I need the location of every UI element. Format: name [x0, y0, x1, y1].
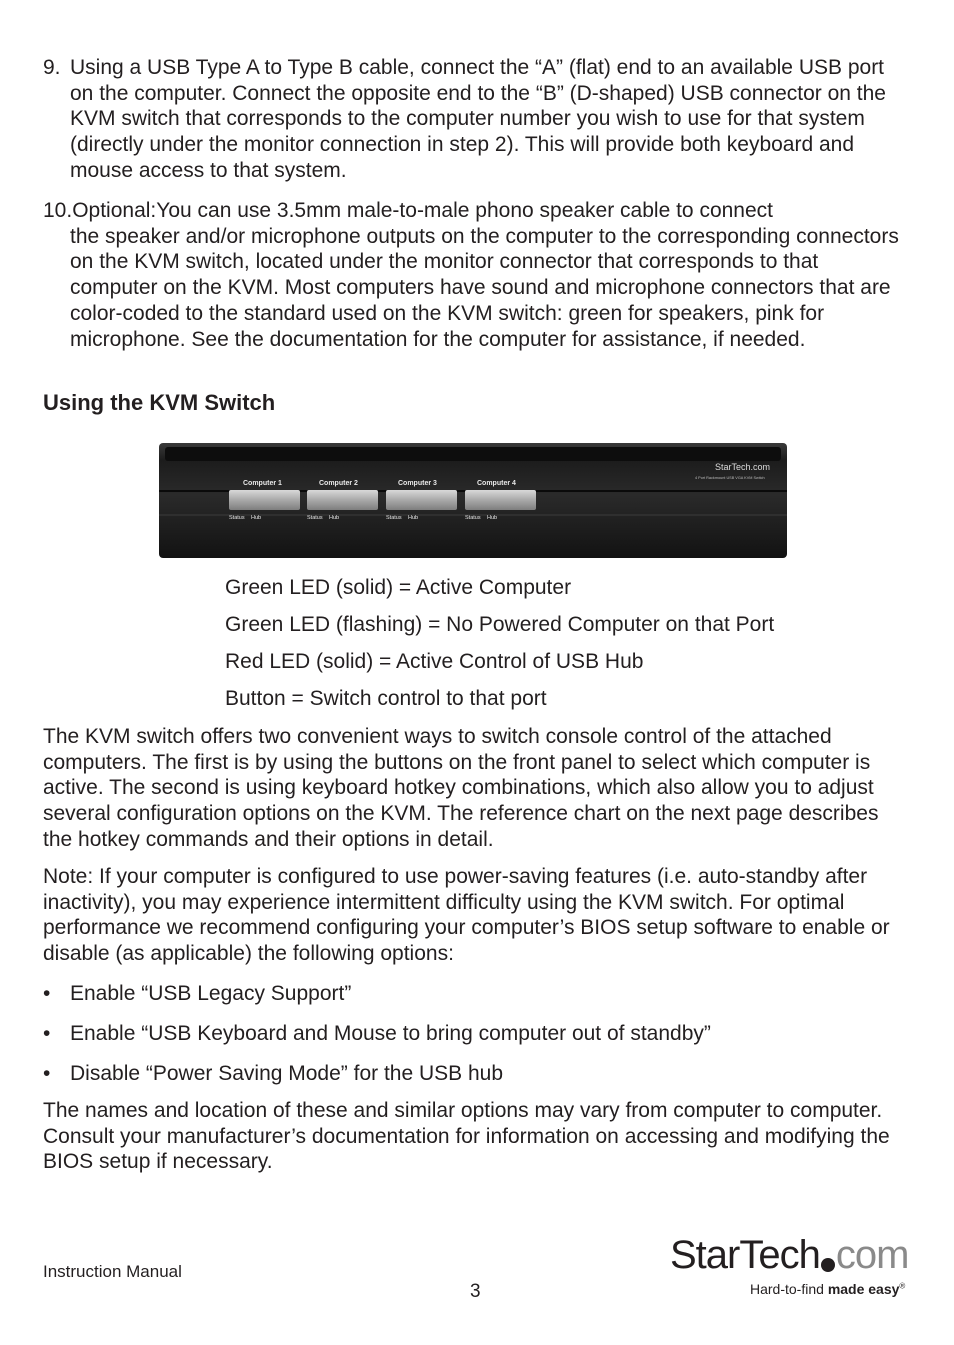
status-label: Status	[386, 515, 402, 521]
legend-active-computer: Green LED (solid) = Active Computer	[225, 576, 572, 599]
hub-label: Hub	[251, 515, 262, 521]
step-text: the speaker and/or microphone outputs on the computer to the corresponding connectors on the KVM switch, located under the monitor connector that corresponds to that computer on the KVM. Most computers have sound and microphone connectors that are color-coded to the standard used on the KVM switch: green for speakers, pink for microphone. See the documentation for the computer for assistance, if needed.	[70, 224, 899, 351]
logo-suffix: com	[835, 1233, 909, 1277]
bullet-text: Enable “USB Legacy Support”	[70, 982, 352, 1005]
tagline-regular: Hard-to-find	[750, 1281, 828, 1297]
status-label: Status	[307, 515, 323, 521]
port-button[interactable]	[465, 490, 536, 510]
tagline-bold: made easy	[827, 1281, 900, 1297]
status-label: Status	[229, 515, 245, 521]
bullet-text: Enable “USB Keyboard and Mouse to bring computer out of standby”	[70, 1022, 711, 1045]
section-heading: Using the KVM Switch	[43, 390, 276, 415]
logo-tagline	[750, 1281, 905, 1297]
footer-manual-label: Instruction Manual	[43, 1262, 182, 1281]
device-brand: StarTech.com	[715, 462, 771, 472]
device-model: 4 Port Rackmount USB VGA KVM Switch	[695, 476, 765, 480]
legend-button: Button = Switch control to that port	[225, 687, 547, 710]
hub-label: Hub	[487, 515, 498, 521]
port-label: Computer 3	[398, 480, 437, 487]
port-label: Computer 2	[319, 480, 358, 487]
port-button[interactable]	[386, 490, 457, 510]
note-paragraph: Note: If your computer is configured to use power-saving features (i.e. auto-standby after inactivity), you may experience intermittent difficulty using the KVM switch. For optimal performance we recommend configuring your computer’s BIOS setup software to enable or disable (as applicable) the following options:	[43, 865, 890, 966]
bullet-dot: •	[43, 1022, 51, 1045]
page-number: 3	[470, 1281, 481, 1302]
step-9	[43, 55, 903, 184]
port-button[interactable]	[229, 490, 300, 510]
kvm-top-lip	[165, 447, 781, 461]
status-label: Status	[465, 515, 481, 521]
step-text: Using a USB Type A to Type B cable, connect the “A” (flat) end to an available USB port on the computer. Connect the opposite end to the “B” (D-shaped) USB connector on the KVM switch that corresponds to the computer number you wish to use for that system (directly under the monitor connection in step 2). This will provide both keyboard and mouse access to that system.	[70, 56, 886, 182]
step-10	[43, 198, 903, 352]
step-number: 9.	[43, 56, 61, 79]
bullet-dot: •	[43, 1062, 51, 1085]
port-label: Computer 4	[477, 480, 516, 487]
step-lead: 10.Optional:You can use 3.5mm male-to-male phono speaker cable to connect	[43, 199, 773, 222]
closing-paragraph: The names and location of these and similar options may vary from computer to computer. Consult your manufacturer’s documentation for information on accessing and modifying the BIOS setup if necessary.	[43, 1099, 890, 1174]
intro-paragraph: The KVM switch offers two convenient ways to switch console control of the attached computers. The first is by using the buttons on the front panel to select which computer is active. The second is using keyboard hotkey combinations, which also allow you to adjust several configuration options on the KVM. The reference chart on the next page describes the hotkey commands and their options in detail.	[43, 725, 879, 851]
bullet-text: Disable “Power Saving Mode” for the USB hub	[70, 1062, 504, 1085]
logo-dot-icon	[821, 1258, 835, 1272]
port-label: Computer 1	[243, 480, 282, 487]
legend-no-powered-computer: Green LED (flashing) = No Powered Computer on that Port	[225, 613, 775, 636]
port-button[interactable]	[307, 490, 378, 510]
hub-label: Hub	[329, 515, 340, 521]
logo-wordmark	[670, 1233, 908, 1278]
registered-mark: ®	[899, 1281, 906, 1291]
startech-logo	[670, 1233, 910, 1303]
legend-usb-hub-control: Red LED (solid) = Active Control of USB Hub	[225, 650, 644, 673]
logo-main-text: StarTech	[670, 1233, 820, 1277]
kvm-switch-photo	[159, 443, 787, 558]
hub-label: Hub	[408, 515, 419, 521]
bullet-dot: •	[43, 982, 51, 1005]
